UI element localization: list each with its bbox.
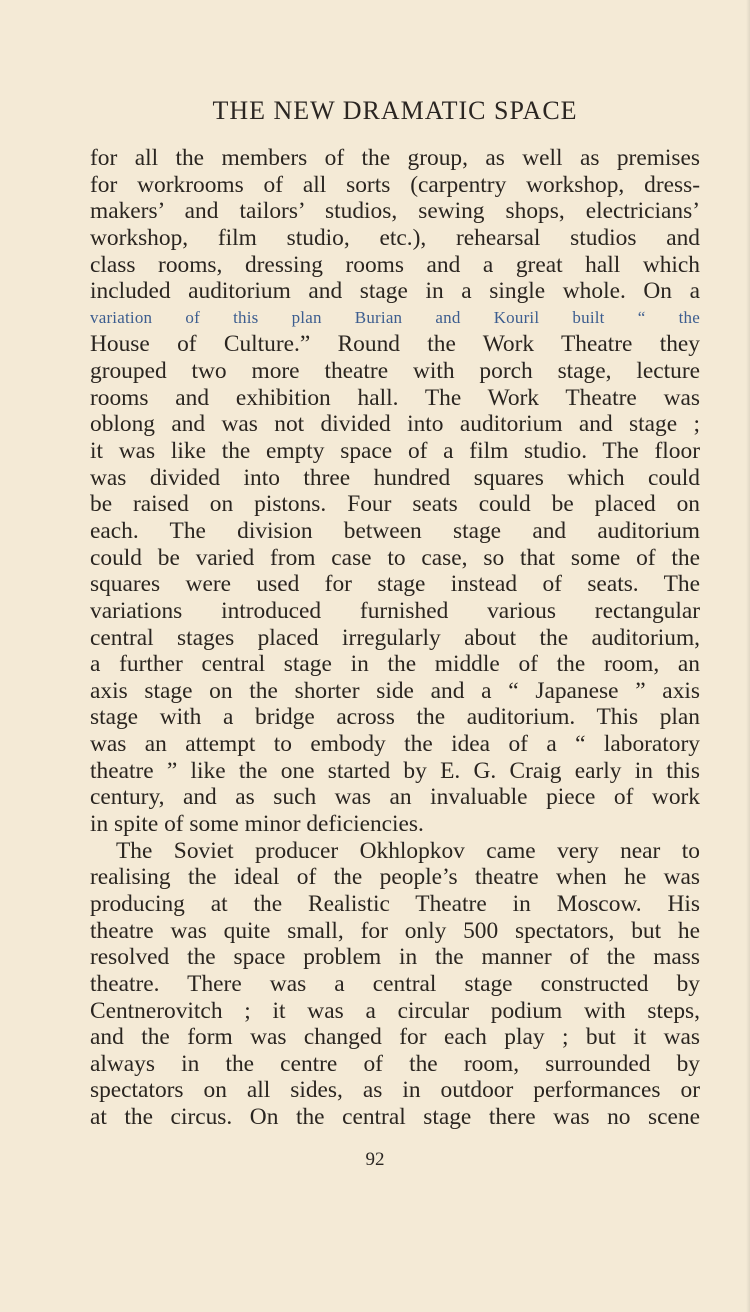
text-line: variations introduced furnished various rectangular [90, 597, 700, 624]
text-line: theatre ” like the one started by E. G. Craig early in this [90, 757, 700, 784]
text-line: could be varied from case to case, so that some of the [90, 544, 700, 571]
text-line: spectators on all sides, as in outdoor performances or [90, 1077, 700, 1104]
text-line: central stages placed irregularly about the auditorium, [90, 624, 700, 651]
text-line-paragraph-end: in spite of some minor deficiencies. [90, 811, 424, 838]
text-line: was an attempt to embody the idea of a “ laboratory [90, 731, 700, 758]
text-line: each. The division between stage and auditorium [90, 517, 700, 544]
text-line-paragraph-start: The Soviet producer Okhlopkov came very near to [116, 837, 700, 864]
text-line: be raised on pistons. Four seats could be placed on [90, 491, 700, 518]
text-line: century, and as such was an invaluable piece of work [90, 784, 700, 811]
page-edge-shadow [746, 0, 750, 1312]
text-line: stage with a bridge across the auditorium. This plan [90, 704, 700, 731]
text-line: squares were used for stage instead of seats. The [90, 571, 700, 598]
text-line-faint: variation of this plan Burian and Kouril built “ the [90, 307, 700, 327]
text-line: axis stage on the shorter side and a “ Japanese ” axis [90, 677, 700, 704]
text-line: it was like the empty space of a film studio. The floor [90, 438, 700, 465]
text-line: at the circus. On the central stage there was no scene [90, 1104, 700, 1131]
text-line: class rooms, dressing rooms and a great hall which [90, 251, 700, 278]
body-text [90, 145, 700, 1131]
text-line: was divided into three hundred squares which could [90, 464, 700, 491]
text-line: a further central stage in the middle of the room, an [90, 651, 700, 678]
text-line: and the form was changed for each play ; but it was [90, 1024, 700, 1051]
text-line: realising the ideal of the people’s theatre when he was [90, 864, 700, 891]
text-line: oblong and was not divided into auditorium and stage ; [90, 411, 700, 438]
text-line: theatre was quite small, for only 500 spectators, but he [90, 917, 700, 944]
text-line: always in the centre of the room, surrounded by [90, 1050, 700, 1077]
text-line: Centnerovitch ; it was a circular podium with steps, [90, 997, 700, 1024]
text-line: rooms and exhibition hall. The Work Theatre was [90, 384, 700, 411]
text-line: included auditorium and stage in a single whole. On a [90, 278, 700, 305]
text-line: producing at the Realistic Theatre in Moscow. His [90, 890, 700, 917]
text-line: for all the members of the group, as well as premises [90, 145, 700, 171]
text-line: theatre. There was a central stage constructed by [90, 970, 700, 997]
running-head: THE NEW DRAMATIC SPACE [212, 96, 578, 125]
text-line: makers’ and tailors’ studios, sewing shops, electricians’ [90, 198, 700, 225]
text-line: workshop, film studio, etc.), rehearsal studios and [90, 224, 700, 251]
text-line: resolved the space problem in the manner of the mass [90, 944, 700, 971]
text-line: House of Culture.” Round the Work Theatre they [90, 331, 700, 358]
text-line: for workrooms of all sorts (carpentry workshop, dress- [90, 171, 700, 198]
page-number: 92 [365, 1149, 385, 1170]
text-line: grouped two more theatre with porch stage, lecture [90, 358, 700, 385]
